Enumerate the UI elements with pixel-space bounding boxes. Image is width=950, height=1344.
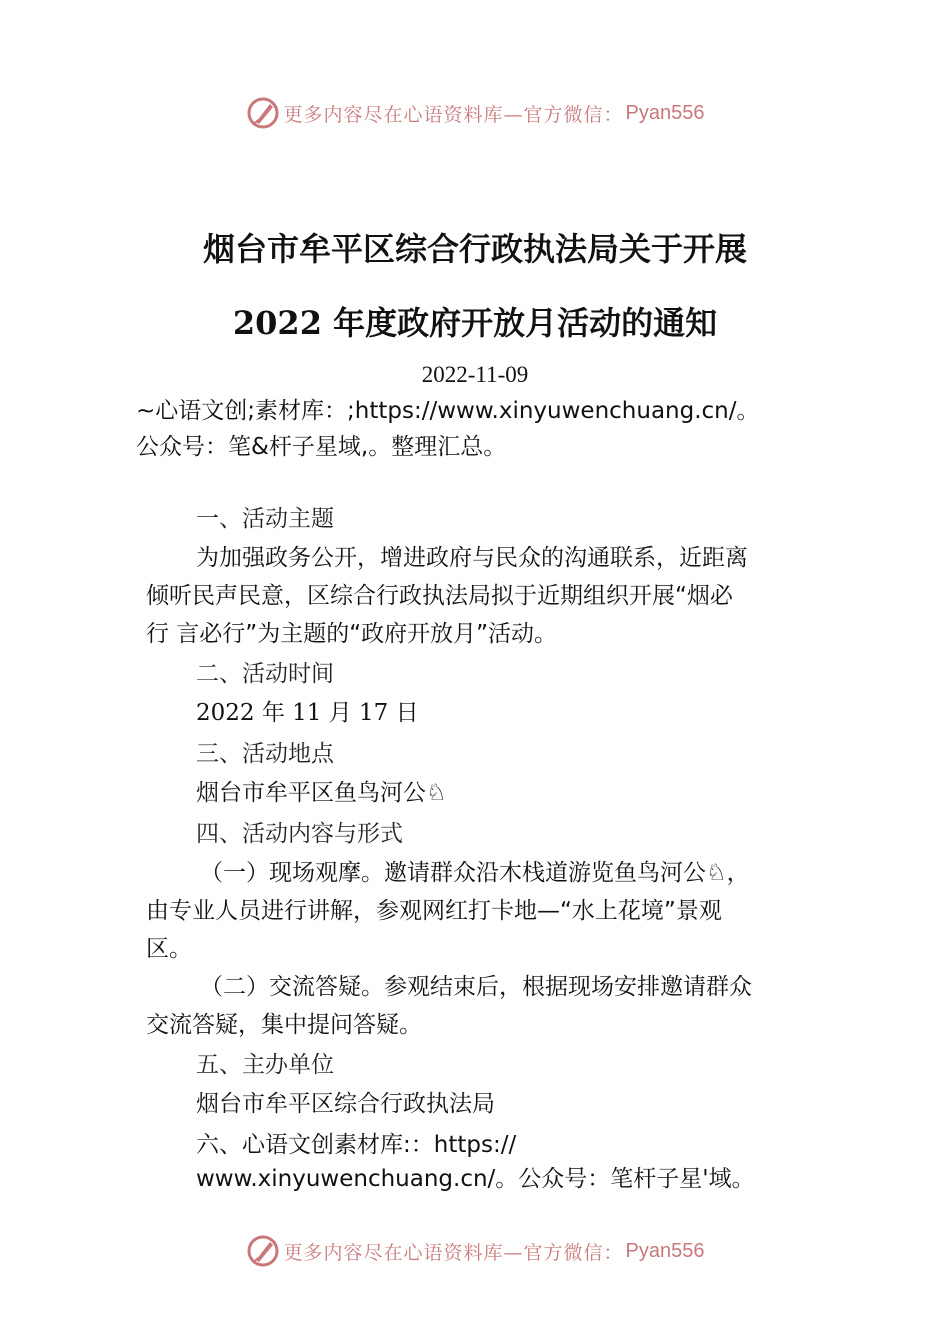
section-1-heading: 一、活动主题 [196, 506, 334, 532]
section-4-item-1-line-2: 由专业人员进行讲解，参观网红打卡地—“水上花境”景观 [146, 898, 722, 924]
source-line-2: 公众号：笔&杆子星域,。整理汇总。 [136, 434, 507, 460]
section-6-line-1: 六、心语文创素材库:：https:// [196, 1132, 517, 1158]
section-6-line-2: www.xinyuwenchuang.cn/。公众号：笔杆子星'域。 [196, 1166, 755, 1192]
watermark-code: Pyan556 [625, 1239, 705, 1262]
section-4-heading: 四、活动内容与形式 [196, 821, 403, 847]
section-4-item-1-line-3: 区。 [146, 936, 192, 962]
section-3-heading: 三、活动地点 [196, 741, 334, 767]
footer-watermark [0, 1234, 950, 1268]
section-2-body: 2022 年 11 月 17 日 [196, 700, 419, 726]
section-1-body-line-2: 倾听民声民意，区综合行政执法局拟于近期组织开展“烟必 [146, 583, 733, 609]
section-4-item-2-line-2: 交流答疑，集中提问答疑。 [146, 1012, 422, 1038]
section-1-body-line-1: 为加强政务公开，增进政府与民众的沟通联系，近距离 [196, 545, 748, 571]
document-title-line2: 2022 年度政府开放月活动的通知 [232, 304, 718, 342]
section-5-heading: 五、主办单位 [196, 1052, 334, 1078]
pen-logo-icon [246, 96, 280, 130]
section-3-body: 烟台市牟平区鱼鸟河公♘ [196, 780, 447, 806]
watermark-code: Pyan556 [625, 101, 705, 124]
section-4-item-1-line-1: （一）现场观摩。邀请群众沿木栈道游览鱼鸟河公♘， [200, 860, 750, 886]
section-2-heading: 二、活动时间 [196, 661, 334, 687]
pen-logo-icon [246, 1234, 280, 1268]
section-4-item-2-line-1: （二）交流答疑。参观结束后，根据现场安排邀请群众 [200, 974, 752, 1000]
section-5-body: 烟台市牟平区综合行政执法局 [196, 1091, 495, 1117]
watermark-text: 更多内容尽在心语资料库—官方微信： [283, 1241, 624, 1264]
document-title-line1: 烟台市牟平区综合行政执法局关于开展 [202, 230, 747, 268]
document-date: 2022-11-09 [421, 362, 529, 387]
header-watermark [0, 96, 950, 130]
section-1-body-line-3: 行 言必行”为主题的“政府开放月”活动。 [146, 621, 558, 647]
watermark-text: 更多内容尽在心语资料库—官方微信： [283, 103, 624, 126]
source-line-1: ~心语文创;素材库：;https://www.xinyuwenchuang.cn/。 [136, 398, 760, 424]
